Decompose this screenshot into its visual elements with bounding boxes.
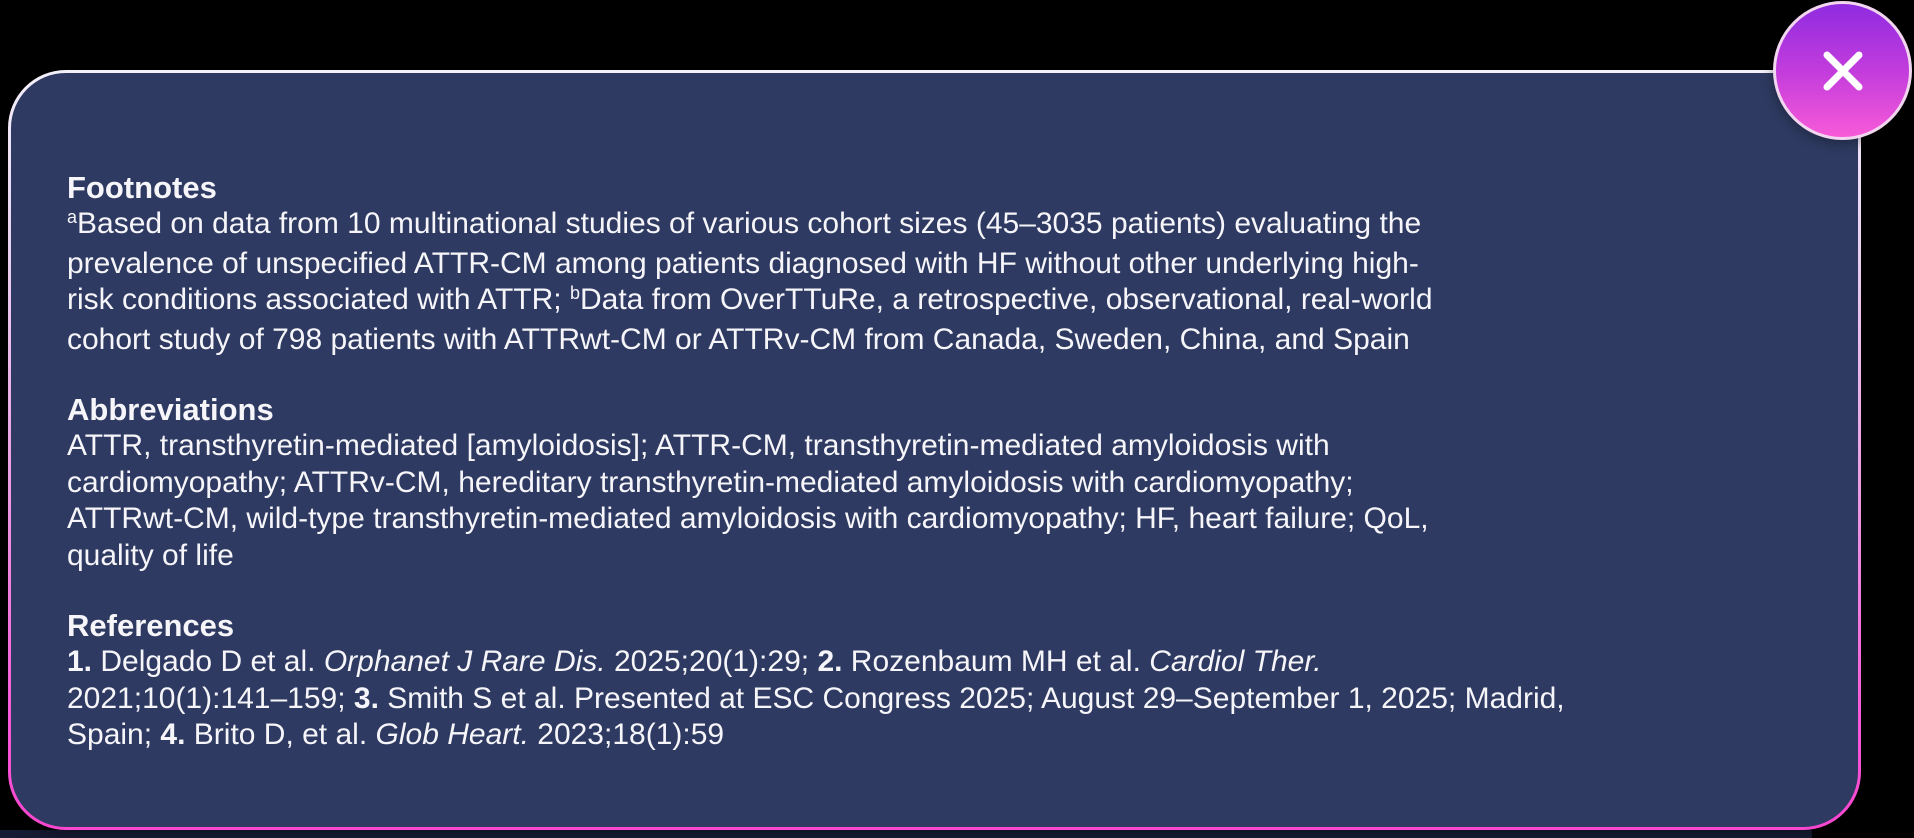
- abbreviations-section: [67, 391, 1565, 574]
- reference-text: Rozenbaum MH et al.: [842, 645, 1150, 678]
- references-heading: References: [67, 608, 235, 643]
- footnotes-line: [67, 322, 1565, 359]
- footnotes-heading: Footnotes: [67, 170, 217, 205]
- footnote-text: risk conditions associated with ATTR;: [67, 283, 570, 316]
- close-button[interactable]: [1773, 1, 1912, 140]
- reference-text: 2023;18(1):59: [528, 718, 725, 751]
- reference-text: Smith S et al. Presented at ESC Congress 2025; August 29–September 1, 2025; Madrid,: [378, 681, 1565, 715]
- reference-text: 2025;20(1):29;: [605, 645, 818, 678]
- references-section: [67, 607, 1565, 754]
- reference-text: Delgado D et al.: [92, 645, 324, 678]
- superscript-b: b: [569, 283, 580, 303]
- modal-content: [67, 169, 1565, 754]
- footnotes-section: [67, 169, 1565, 358]
- journal-name: Cardiol Ther.: [1149, 645, 1322, 678]
- reference-text: Spain;: [67, 718, 161, 751]
- footnotes-line: [67, 206, 1565, 246]
- footnote-text: cohort study of 798 patients with ATTRwt-CM or ATTRv-CM from Canada, Sweden, China, and Spain: [67, 322, 1410, 356]
- abbreviation-text: cardiomyopathy; ATTRv-CM, hereditary transthyretin-mediated amyloidosis with cardiomyopathy;: [67, 465, 1354, 499]
- abbreviations-line: [67, 428, 1565, 465]
- close-x-icon: [1821, 49, 1865, 93]
- abbreviations-line: [67, 465, 1565, 502]
- footnotes-line: [67, 246, 1565, 283]
- references-line: [67, 717, 1565, 754]
- footnote-text: Data from OverTTuRe, a retrospective, observational, real-world: [579, 283, 1433, 316]
- reference-text: Brito D, et al.: [185, 718, 376, 751]
- reference-number: 3.: [353, 681, 379, 715]
- abbreviations-heading: Abbreviations: [67, 392, 274, 427]
- underlying-page-edge: [0, 830, 1812, 838]
- footnote-text: Based on data from 10 multinational studies of various cohort sizes (45–3035 patients) evaluating the: [77, 207, 1422, 240]
- references-line: [67, 644, 1565, 681]
- abbreviation-text: quality of life: [67, 538, 234, 572]
- journal-name: Orphanet J Rare Dis.: [323, 645, 606, 678]
- journal-name: Glob Heart.: [375, 718, 529, 751]
- references-line: [67, 681, 1565, 718]
- modal-body: [11, 73, 1858, 827]
- reference-number: 4.: [160, 718, 186, 751]
- footnotes-line: [67, 282, 1565, 322]
- footnote-text: prevalence of unspecified ATTR-CM among patients diagnosed with HF without other underlying high-: [67, 246, 1419, 280]
- abbreviations-line: [67, 538, 1565, 575]
- reference-number: 1.: [67, 645, 93, 678]
- abbreviation-text: ATTR, transthyretin-mediated [amyloidosis]; ATTR-CM, transthyretin-mediated amyloidosis with: [67, 429, 1330, 462]
- abbreviations-line: [67, 501, 1565, 538]
- reference-number: 2.: [817, 645, 843, 678]
- abbreviation-text: ATTRwt-CM, wild-type transthyretin-mediated amyloidosis with cardiomyopathy; HF, heart failure; QoL,: [67, 502, 1429, 535]
- reference-text: 2021;10(1):141–159;: [67, 681, 354, 715]
- superscript-a: a: [67, 207, 78, 227]
- footnotes-modal: [8, 70, 1861, 830]
